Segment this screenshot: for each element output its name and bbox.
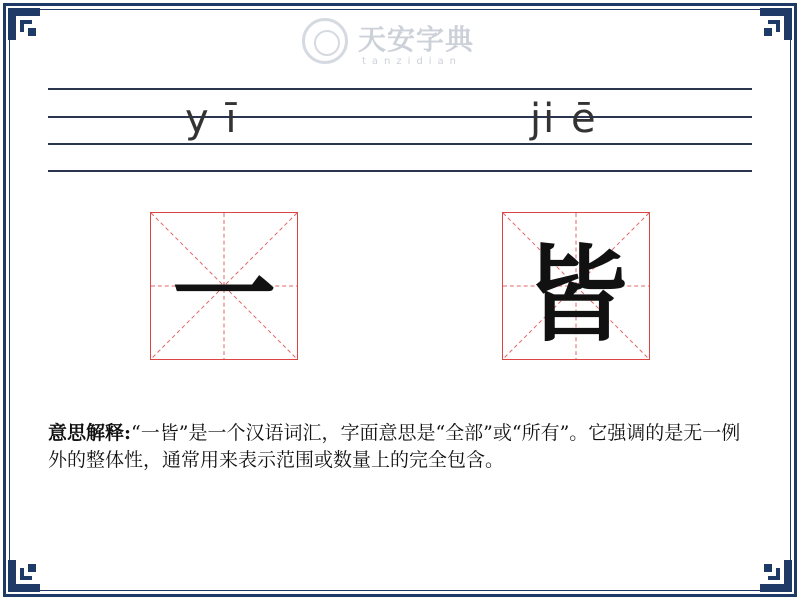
staff-line [48, 88, 752, 90]
meaning-label: 意思解释: [48, 422, 132, 444]
character-grid-2 [502, 212, 650, 360]
site-logo [302, 14, 502, 72]
corner-ornament-icon [6, 6, 46, 46]
staff-line [48, 170, 752, 172]
logo-subtitle: tanzidian [362, 56, 463, 67]
character-1: 一 [171, 233, 276, 356]
pinyin-1: y ī [185, 96, 239, 142]
meaning-text: “一皆”是一个汉语词汇，字面意思是“全部”或“所有”。它强调的是无一例外的整体性，通常用来表示范围或数量上的完全包含。 [48, 422, 741, 471]
corner-ornament-icon [754, 6, 794, 46]
pinyin-2: ji ē [530, 96, 598, 142]
staff-line [48, 116, 752, 118]
character-2: 皆 [523, 233, 628, 356]
corner-ornament-icon [6, 554, 46, 594]
staff-line [48, 143, 752, 145]
meaning-paragraph [48, 420, 752, 474]
pinyin-staff [48, 88, 752, 172]
logo-mark-icon [302, 18, 348, 64]
character-grid-1 [150, 212, 298, 360]
logo-title: 天安字典 [358, 23, 475, 56]
corner-ornament-icon [754, 554, 794, 594]
